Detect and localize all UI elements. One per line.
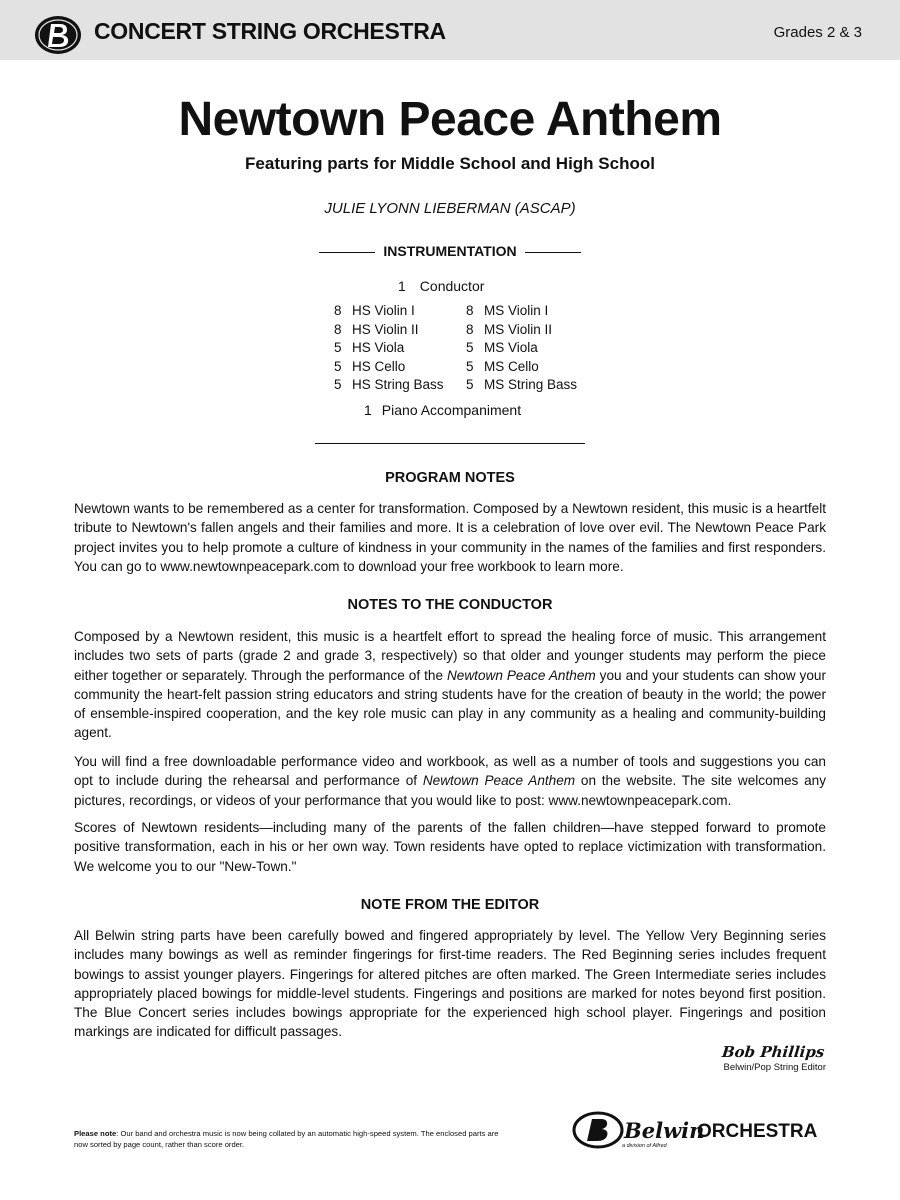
instrument-qty: 5 (334, 358, 342, 374)
grade-level: Grades 2 & 3 (773, 24, 862, 41)
conductor-notes-paragraph-3: Scores of Newtown residents—including many of the parents of the fallen children—have stepped forward to promote positive transformation, each in his or her own way. Town residents have opted to replace victimization with transformation. We welcome you to our "New-Town." (74, 820, 826, 874)
instrument-name: MS Viola (484, 340, 538, 356)
composer-credit: JULIE LYONN LIEBERMAN (ASCAP) (324, 200, 576, 217)
instrument-row (466, 321, 577, 340)
conductor-notes-paragraph-1 (74, 627, 826, 743)
instrument-qty: 8 (334, 303, 342, 318)
editor-title: Belwin/Pop String Editor (723, 1062, 826, 1073)
belwin-b-logo-icon (33, 14, 83, 56)
instrumentation-heading-text: INSTRUMENTATION (383, 243, 517, 259)
instrument-name: HS Cello (352, 358, 406, 374)
instrument-row (466, 376, 577, 395)
collation-footnote (74, 1128, 514, 1150)
paragraph-text: You will find a free downloadable performance video and workbook, as well as a number of tools and suggestions you can opt to include during the rehearsal and performance of (74, 754, 826, 789)
instrument-name: Conductor (419, 278, 485, 294)
piece-title-reference: Newtown Peace Anthem (446, 667, 596, 683)
header-banner (0, 0, 900, 60)
instrument-row (334, 376, 444, 395)
instrumentation-heading (0, 243, 900, 259)
instrument-qty: 1 (364, 402, 372, 418)
instrumentation-end-rule (315, 443, 585, 444)
piece-subtitle: Featuring parts for Middle School and High School (245, 154, 655, 173)
editor-note-text: All Belwin string parts have been carefully bowed and fingered appropriately by level. The Yellow Very Beginning series includes many bowings as well as reminder fingerings for first-time readers. The Red Beginning series includes frequent bowings to assist younger players. Fingerings for altered pitches are often marked. The Green Intermediate series includes appropriately placed bowings for middle-level students. Fingerings and positions are marked for notes beyond first position. The Blue Concert series includes bowings appropriate for the experienced high school player. Fingerings and position markings are indicated for difficult passages. (74, 928, 826, 1040)
instrument-qty: 8 (466, 303, 474, 318)
instrument-qty: 5 (466, 340, 474, 356)
instrument-row (334, 302, 444, 321)
instrument-piano (364, 402, 521, 418)
instrument-qty: 5 (466, 358, 474, 374)
heading-rule-left (319, 252, 375, 253)
instrument-qty: 5 (466, 377, 474, 393)
piece-title-reference: Newtown Peace Anthem (422, 773, 576, 789)
instrument-row (466, 302, 577, 321)
instrument-qty: 1 (398, 278, 406, 294)
instrument-list-hs (334, 302, 444, 395)
instrument-name: MS Cello (484, 358, 539, 374)
belwin-logo-icon (572, 1110, 624, 1150)
instrument-qty: 5 (334, 340, 342, 356)
instrument-name: HS String Bass (352, 377, 444, 393)
paragraph-text: Composed by a Newtown resident, this music is a heartfelt effort to spread the healing force of music. This arrangement includes two sets of parts (grade 2 and grade 3, respectively) so that older and younger students may perform the piece either together or separately. Through the performance of the (74, 629, 826, 683)
instrument-conductor (398, 278, 484, 294)
heading-rule-right (525, 252, 581, 253)
series-name: CONCERT STRING ORCHESTRA (94, 18, 446, 44)
instrument-row (334, 339, 444, 358)
paragraph-text: on the website. The site welcomes any pictures, recordings, or videos of your performance that you would like to post: www.newtownpeacepark.com. (74, 773, 826, 808)
belwin-brand: Belwin (624, 1118, 705, 1143)
instrument-row (334, 358, 444, 377)
instrument-qty: 8 (466, 321, 474, 337)
instrument-name: HS Violin I (352, 303, 415, 318)
paragraph-text: you and your students can show your community the heart-felt passion string educators and string students have for the creation of beauty in the world; the power of ensemble-inspired cooperation, and the key role music can play in any community as a healing and community-building agent. (74, 667, 827, 741)
program-notes-text: Newtown wants to be remembered as a center for transformation. Composed by a Newtown resident, this music is a heartfelt tribute to Newtown's fallen angels and their families and more. It is a celebration of love over evil. The Newtown Peace Park project invites you to help promote a culture of kindness in your community in the names of the families and first responders. You can go to www.newtownpeacepark.com to download your free workbook to learn more. (74, 501, 826, 574)
conductor-notes-paragraph-2 (74, 752, 826, 810)
orchestra-brand: ORCHESTRA (697, 1121, 818, 1142)
instrument-name: Piano Accompaniment (381, 402, 522, 418)
instrument-qty: 8 (334, 321, 342, 337)
footnote-label: Please note (74, 1129, 117, 1138)
instrument-name: MS String Bass (484, 377, 578, 393)
instrument-name: MS Violin II (484, 321, 553, 337)
instrument-qty: 5 (334, 377, 342, 393)
editor-signature: Bob Phillips (720, 1043, 825, 1061)
instrument-row (334, 321, 444, 340)
program-notes-heading: PROGRAM NOTES (385, 470, 515, 486)
editor-note-heading: NOTE FROM THE EDITOR (360, 897, 540, 913)
instrument-list-ms (466, 302, 577, 395)
footnote-text: : Our band and orchestra music is now being collated by an automatic high-speed system. The enclosed parts are now sorted by page count, rather than score order. (74, 1129, 499, 1149)
instrument-name: HS Viola (352, 340, 405, 356)
instrument-name: MS Violin I (484, 303, 549, 318)
instrument-name: HS Violin II (352, 321, 419, 337)
instrument-row (466, 358, 577, 377)
instrument-row (466, 339, 577, 358)
piece-title: Newtown Peace Anthem (178, 93, 722, 146)
conductor-notes-heading: NOTES TO THE CONDUCTOR (347, 597, 553, 613)
division-note: a division of Alfred (622, 1143, 667, 1149)
